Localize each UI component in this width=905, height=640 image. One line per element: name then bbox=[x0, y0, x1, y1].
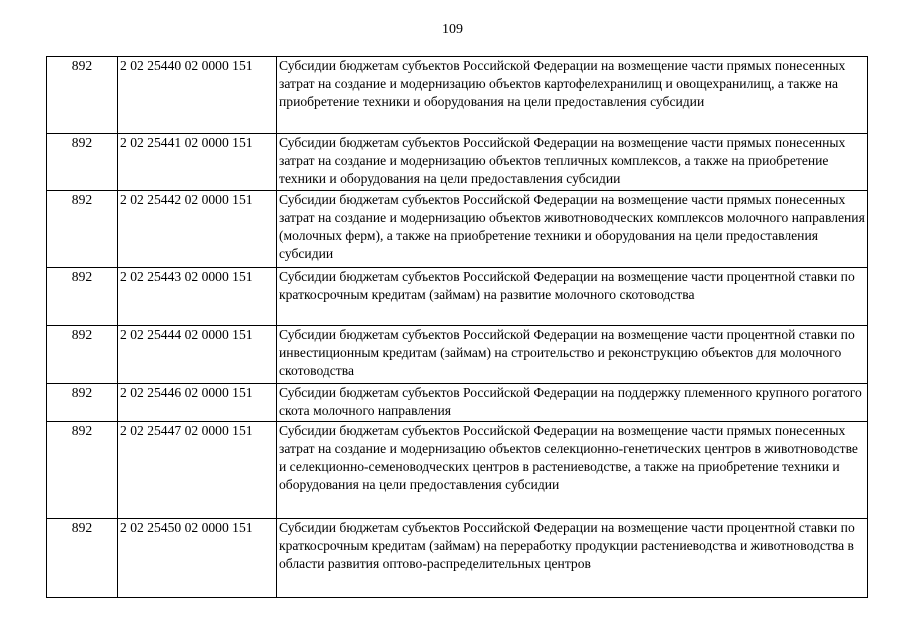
admin-code-cell: 892 bbox=[47, 326, 118, 384]
description-cell: Субсидии бюджетам субъектов Российской Федерации на возмещение части прямых понесенных затрат на создание и модернизацию объектов тепличных комплексов, а также на приобретение техники и оборудования на цели предоставления субсидии bbox=[277, 134, 868, 191]
description-cell: Субсидии бюджетам субъектов Российской Федерации на поддержку племенного крупного рогатого скота молочного направления bbox=[277, 384, 868, 422]
table-row bbox=[47, 519, 868, 598]
description-cell: Субсидии бюджетам субъектов Российской Федерации на возмещение части прямых понесенных затрат на создание и модернизацию объектов селекционно-генетических центров в животноводстве и селекционно-семеноводческих центров в растениеводстве, а также на приобретение техники и оборудования на цели предоставления субсидии bbox=[277, 422, 868, 519]
revenue-code-cell: 2 02 25440 02 0000 151 bbox=[118, 57, 277, 134]
description-cell: Субсидии бюджетам субъектов Российской Федерации на возмещение части процентной ставки по краткосрочным кредитам (займам) на переработку продукции растениеводства и животноводства в области развития оптово-распределительных центров bbox=[277, 519, 868, 598]
admin-code-cell: 892 bbox=[47, 519, 118, 598]
admin-code-cell: 892 bbox=[47, 57, 118, 134]
page-number: 109 bbox=[442, 22, 463, 37]
table-row bbox=[47, 134, 868, 191]
revenue-code-cell: 2 02 25442 02 0000 151 bbox=[118, 191, 277, 268]
description-cell: Субсидии бюджетам субъектов Российской Федерации на возмещение части процентной ставки по инвестиционным кредитам (займам) на строительство и реконструкцию объектов для молочного скотоводства bbox=[277, 326, 868, 384]
revenue-code-cell: 2 02 25443 02 0000 151 bbox=[118, 268, 277, 326]
admin-code-cell: 892 bbox=[47, 422, 118, 519]
table-row bbox=[47, 326, 868, 384]
table-row bbox=[47, 191, 868, 268]
table-row bbox=[47, 422, 868, 519]
table-row bbox=[47, 384, 868, 422]
description-cell: Субсидии бюджетам субъектов Российской Федерации на возмещение части процентной ставки по краткосрочным кредитам (займам) на развитие молочного скотоводства bbox=[277, 268, 868, 326]
admin-code-cell: 892 bbox=[47, 191, 118, 268]
description-cell: Субсидии бюджетам субъектов Российской Федерации на возмещение части прямых понесенных затрат на создание и модернизацию объектов картофелехранилищ и овощехранилищ, а также на приобретение техники и оборудования на цели предоставления субсидии bbox=[277, 57, 868, 134]
description-cell: Субсидии бюджетам субъектов Российской Федерации на возмещение части прямых понесенных затрат на создание и модернизацию объектов животноводческих комплексов молочного направления (молочных ферм), а также на приобретение техники и оборудования на цели предоставления субсидии bbox=[277, 191, 868, 268]
budget-classification-table bbox=[46, 56, 868, 598]
revenue-code-cell: 2 02 25441 02 0000 151 bbox=[118, 134, 277, 191]
admin-code-cell: 892 bbox=[47, 134, 118, 191]
revenue-code-cell: 2 02 25444 02 0000 151 bbox=[118, 326, 277, 384]
admin-code-cell: 892 bbox=[47, 268, 118, 326]
revenue-code-cell: 2 02 25450 02 0000 151 bbox=[118, 519, 277, 598]
table-row bbox=[47, 57, 868, 134]
admin-code-cell: 892 bbox=[47, 384, 118, 422]
revenue-code-cell: 2 02 25447 02 0000 151 bbox=[118, 422, 277, 519]
table-row bbox=[47, 268, 868, 326]
revenue-code-cell: 2 02 25446 02 0000 151 bbox=[118, 384, 277, 422]
